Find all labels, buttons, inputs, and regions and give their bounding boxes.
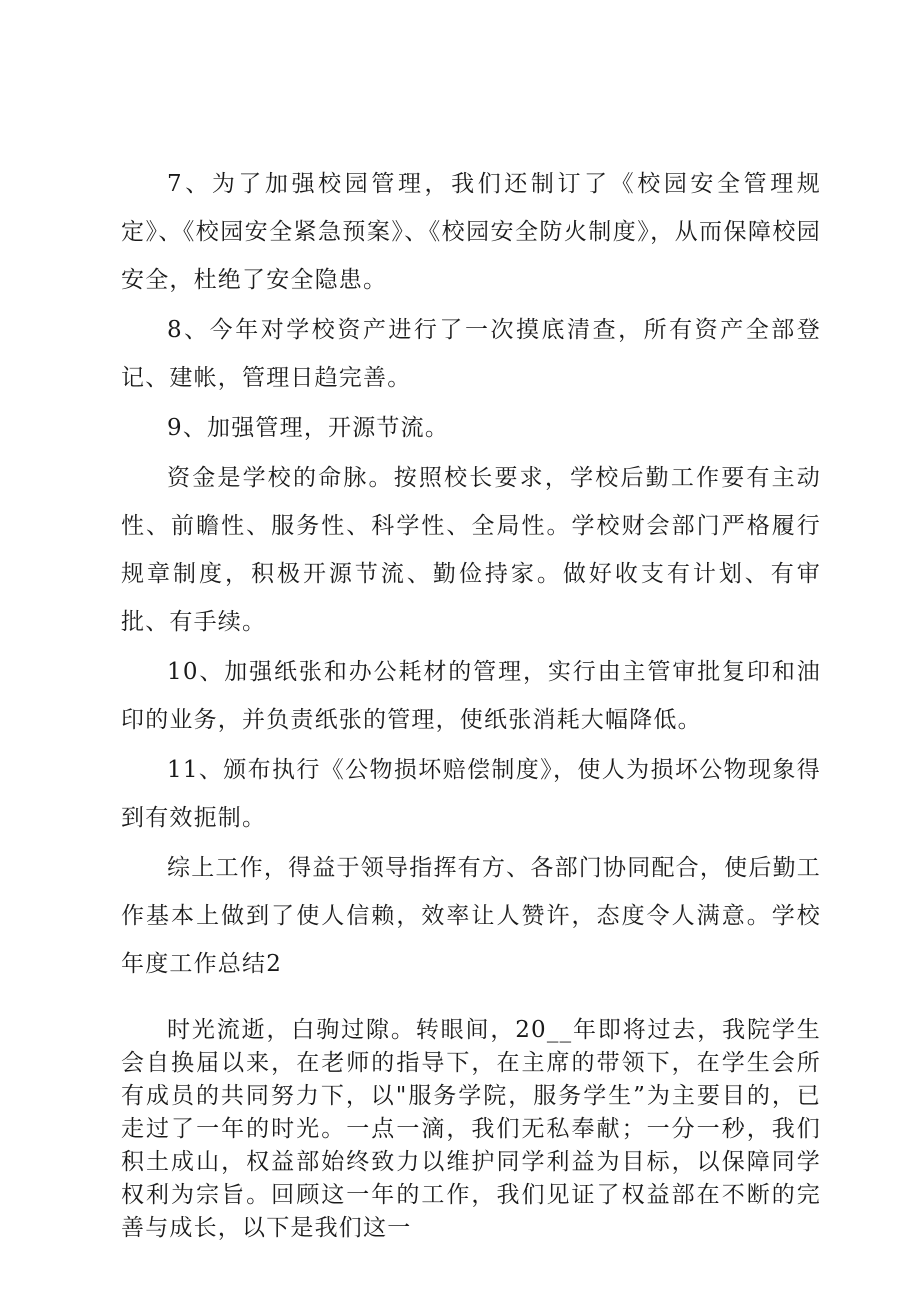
paragraph-funds: 资金是学校的命脉。按照校长要求，学校后勤工作要有主动性、前瞻性、服务性、科学性、全局性。学校财会部门严格履行规章制度，积极开源节流、勤俭持家。做好收支有计划、有审批、有手续。 bbox=[121, 465, 821, 635]
document-body bbox=[121, 160, 821, 1245]
paragraph-item-10: 10、加强纸张和办公耗材的管理，实行由主管审批复印和油印的业务，并负责纸张的管理，使纸张消耗大幅降低。 bbox=[121, 659, 821, 733]
paragraph-summary: 综上工作，得益于领导指挥有方、各部门协同配合，使后勤工作基本上做到了使人信赖，效率让人赞许，态度令人满意。学校年度工作总结2 bbox=[121, 855, 821, 977]
paragraph-item-9: 9、加强管理，开源节流。 bbox=[167, 415, 450, 441]
paragraph-student-union: 时光流逝，白驹过隙。转眼间，20__年即将过去，我院学生会自换届以来，在老师的指导下，在主席的带领下，在学生会所有成员的共同努力下，以"服务学院，服务学生”为主要目的，已走过了一年的时光。一点一滴，我们无私奉献；一分一秒，我们积土成山，权益部始终致力以维护同学利益为目标，以保障同学权利为宗旨。回顾这一年的工作，我们见证了权益部在不断的完善与成长，以下是我们这一 bbox=[121, 1017, 821, 1241]
paragraph-item-11: 11、颁布执行《公物损坏赔偿制度》，使人为损坏公物现象得到有效扼制。 bbox=[121, 757, 821, 831]
paragraph-item-7: 7、为了加强校园管理，我们还制订了《校园安全管理规定》、《校园安全紧急预案》、《校园安全防火制度》，从而保障校园安全，杜绝了安全隐患。 bbox=[121, 171, 821, 293]
paragraph-item-8: 8、今年对学校资产进行了一次摸底清查，所有资产全部登记、建帐，管理日趋完善。 bbox=[121, 317, 821, 391]
